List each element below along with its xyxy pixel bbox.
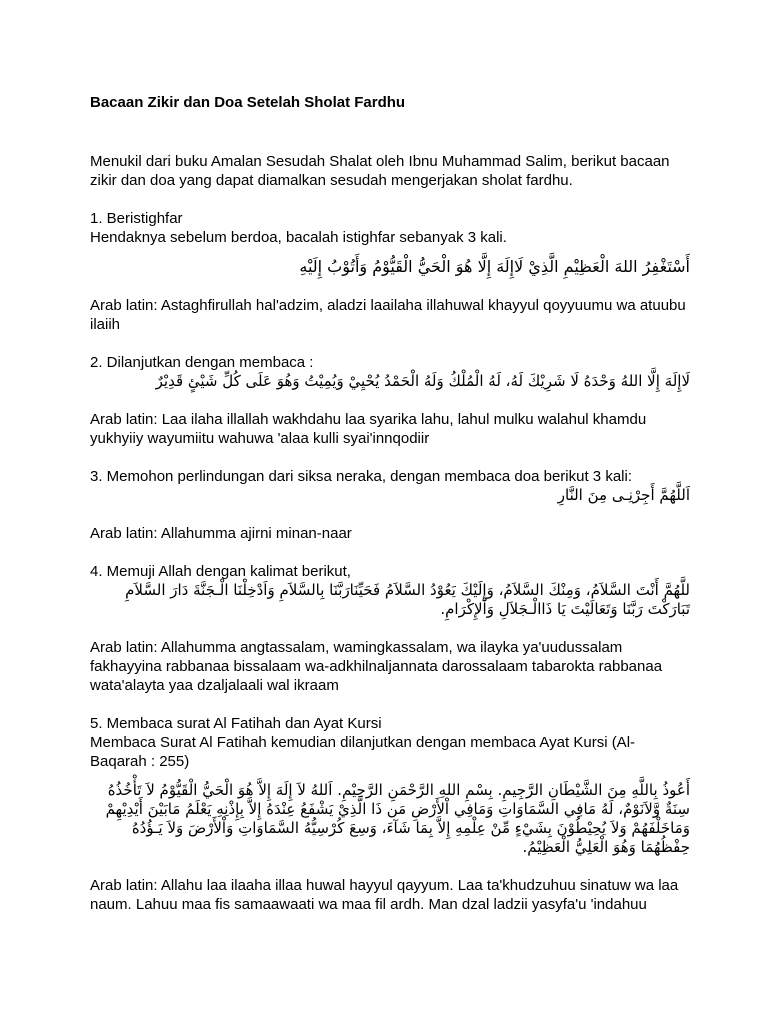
section-1-heading: 1. Beristighfar <box>90 210 183 227</box>
section-5-latin: Arab latin: Allahu laa ilaaha illaa huwal hayyul qayyum. Laa ta'khudzuhuu sinatuw wa laa naum. Lahuu maa fis samaawaati wa maa fil ardh. Man dzal ladzii yasyfa'u 'indahuu <box>90 877 683 913</box>
section-1-arabic: أَسْتَغْفِرُ اللهَ الْعَظِيْمِ الَّذِيْ لَاإِلَهَ إِلَّا هُوَ الْحَيُّ الْقَيُّوْمُ وَأَتُوْبُ إِلَيْهِ <box>299 257 690 276</box>
section-3-arabic: اَللَّهُمَّ أَجِرْنِـى مِنَ النَّارِ <box>557 486 690 504</box>
document-title: Bacaan Zikir dan Doa Setelah Sholat Fardhu <box>90 94 406 111</box>
intro-paragraph: Menukil dari buku Amalan Sesudah Shalat oleh Ibnu Muhammad Salim, berikut bacaan zikir dan doa yang dapat diamalkan sesudah mengerjakan sholat fardhu. <box>90 153 674 189</box>
section-1-subtext: Hendaknya sebelum berdoa, bacalah istighfar sebanyak 3 kali. <box>90 229 507 246</box>
document-page <box>90 93 690 914</box>
section-5-subtext: Membaca Surat Al Fatihah kemudian dilanjutkan dengan membaca Ayat Kursi (Al-Baqarah : 255) <box>90 734 636 770</box>
section-4-latin: Arab latin: Allahumma angtassalam, wamingkassalam, wa ilayka ya'uudussalam fakhayyina rabbanaa bissalaam wa-adkhilnaljannata darossalaam tabarokta rabbanaa wata'alayta yaa dzaljalaali wal ikraam <box>90 639 667 694</box>
section-5-heading: 5. Membaca surat Al Fatihah dan Ayat Kursi <box>90 715 382 732</box>
section-2-heading: 2. Dilanjutkan dengan membaca : <box>90 354 314 371</box>
section-4-arabic: للَّهُمَّ أَنْتَ السَّلاَمُ، وَمِنْكَ السَّلاَمُ، وَإِلَيْكَ يَعُوْدُ السَّلاَمُ فَحَيِّنَارَبَّنَا بِالسَّلاَمِ وَاَدْخِلْنَا الْـجَنَّةَ دَارَ السَّلاَمِ تَبَارَكْتَ رَبَّنَا وَتَعَالَيْتَ يَا ذَاالْـجَلاَلِ وَاْلإِكْرَامِ. <box>125 581 690 618</box>
section-3-latin: Arab latin: Allahumma ajirni minan-naar <box>90 525 352 542</box>
section-1-latin: Arab latin: Astaghfirullah hal'adzim, aladzi laailaha illahuwal khayyul qoyyuumu wa atuubu ilaiih <box>90 297 690 333</box>
section-4-heading: 4. Memuji Allah dengan kalimat berikut, <box>90 563 351 580</box>
section-3-heading: 3. Memohon perlindungan dari siksa neraka, dengan membaca doa berikut 3 kali: <box>90 468 632 485</box>
section-5-arabic: أَعُوذُ بِاللَّهِ مِنَ الشَّيْطَانِ الرَّجِيمِ. بِسْمِ اللهِ الرَّحْمَنِ الرَّحِيْمِ. اَللهُ لاَ إِلَهَ إِلاَّ هُوَ الْحَيُّ الْقَيُّوْمُ لاَ تَأْخُذُهُ سِنَةٌ وَّلاَنَوْمٌ، لَهُ مَافِي السَّمَاوَاتِ وَمَافِي اْلأَرْضِ مَن ذَا الَّذِيْ يَشْفَعُ عِنْدَهُ إِلاَّ بِإِذْنِهِ يَعْلَمُ مَابَيْنَ أَيْدِيْهِمْ وَمَاخَلْفَهُمْ وَلاَ يُحِيْطُوْنَ بِشَيْءٍ مِّنْ عِلْمِهِ إِلاَّ بِمَا شَآءَ، وَسِعَ كُرْسِيُّهُ السَّمَاوَاتِ وَاْلأَرْضَ وَلاَ يَـؤُدُهُ حِفْظُهُمَا وَهُوَ الْعَلِيُّ الْعَظِيْمُ. <box>105 781 690 856</box>
section-2-arabic: لَاإِلَهَ إِلَّا اللهُ وَحْدَهُ لَا شَرِيْكَ لَهُ، لَهُ الْمُلْكُ وَلَهُ الْحَمْدُ يُحْيِيْ وَيُمِيْتُ وَهُوَ عَلَى كُلِّ شَيْئٍ قَدِيْرٌ <box>155 372 690 390</box>
section-2-latin: Arab latin: Laa ilaha illallah wakhdahu laa syarika lahu, lahul mulku walahul khamdu yukhyiiy wayumiitu wahuwa 'alaa kulli syai'innqodiir <box>90 411 651 447</box>
